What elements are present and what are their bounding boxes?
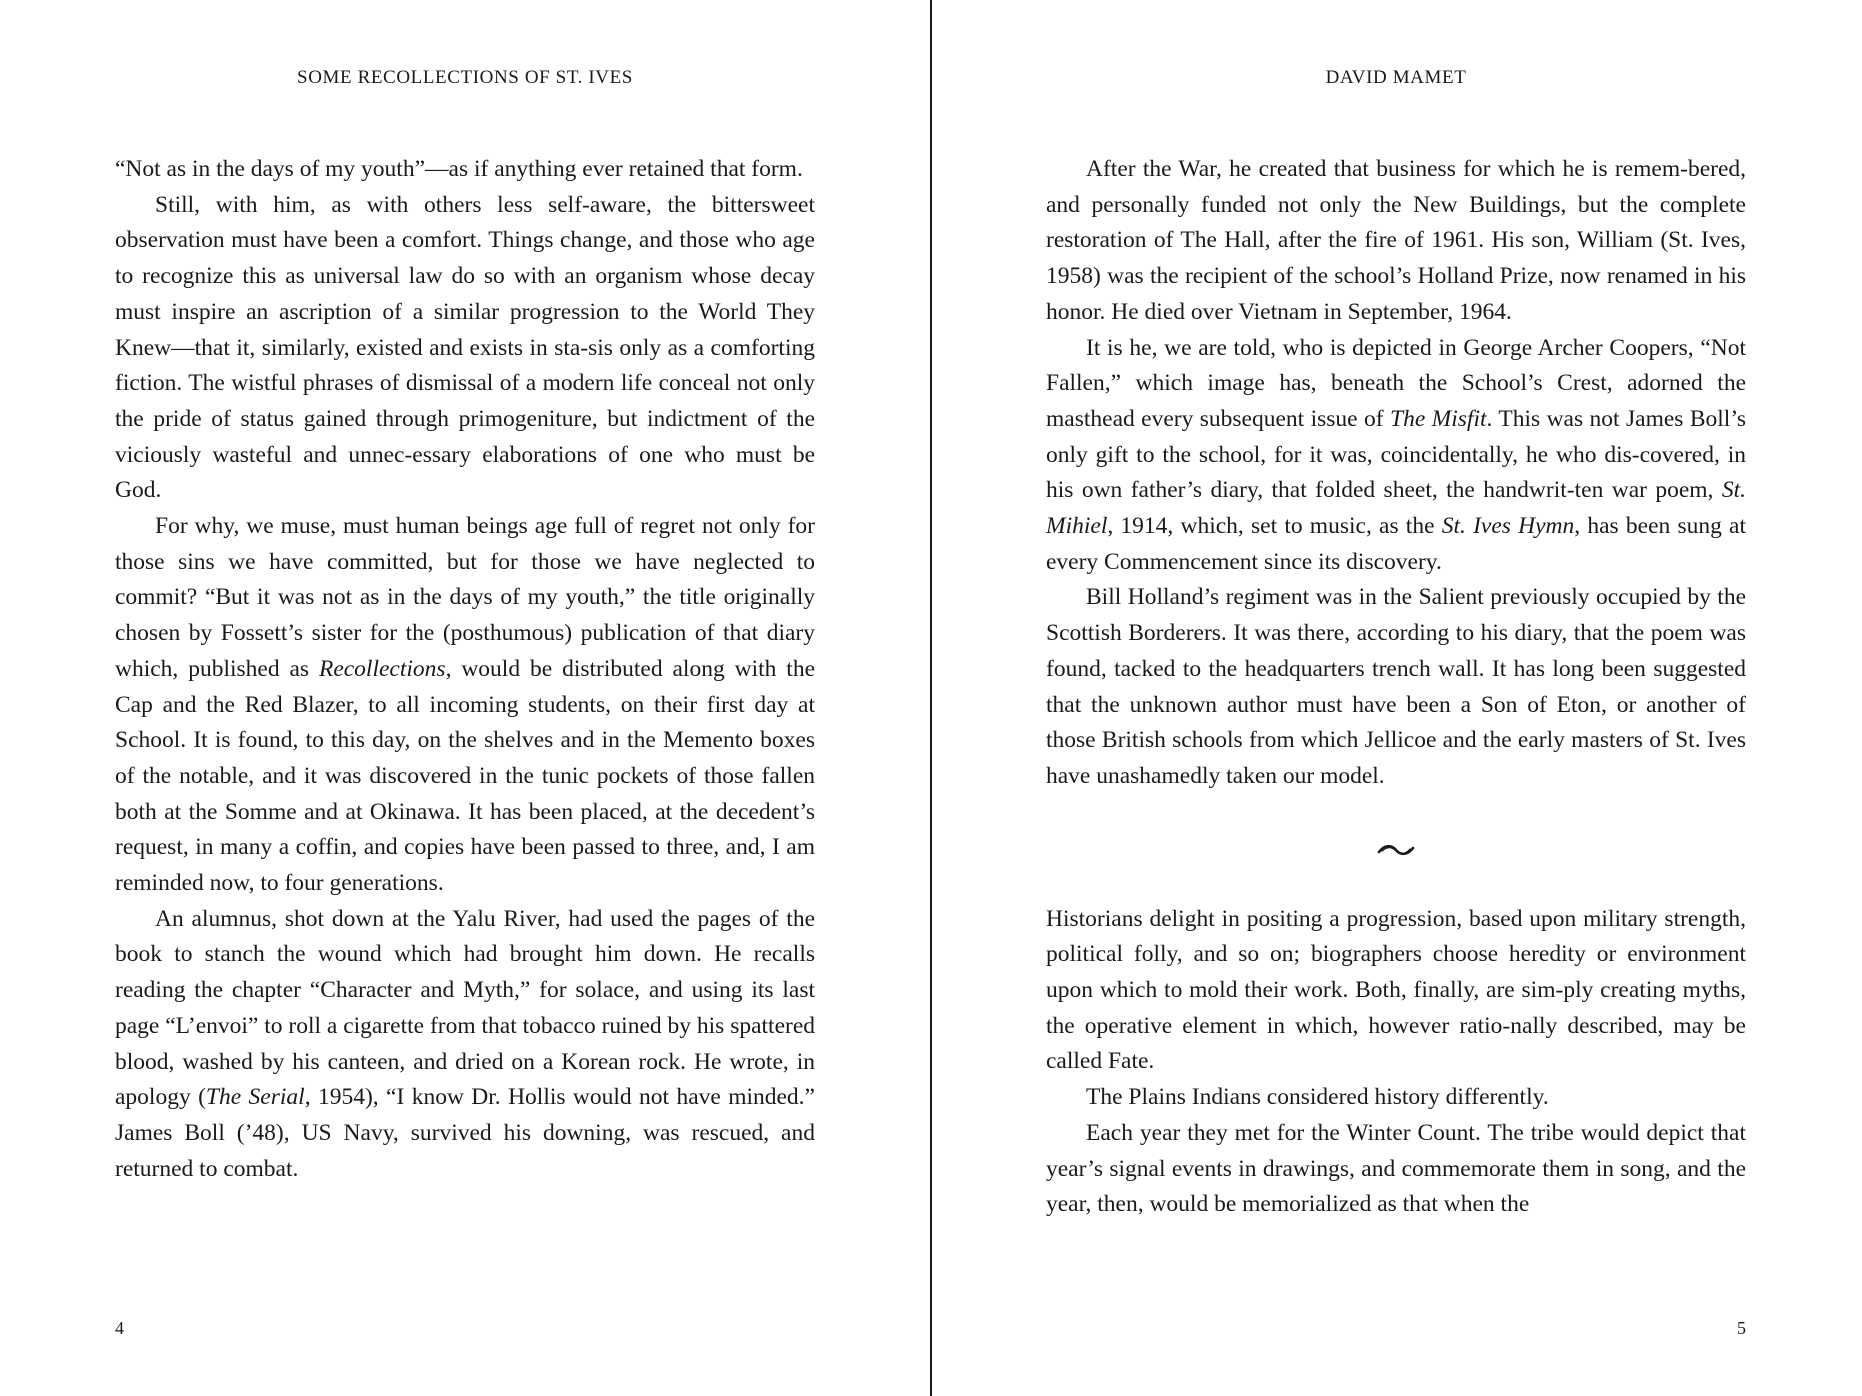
text-line: the early masters of St. Ives have unashamedly taken our model. <box>1046 727 1747 789</box>
italic-title: St. Mihiel <box>1046 477 1746 540</box>
text-line: ply creating myths, the operative element in which, however ratio- <box>1046 977 1746 1039</box>
text-line: It is he, we are told, who is depicted in George Archer Coopers, <box>1086 334 1694 361</box>
text-line: For why, we muse, must human beings age full of regret not only <box>155 513 781 540</box>
text-line: Prize, now renamed in his honor. He died over Vietnam in <box>1046 263 1747 325</box>
text-line: essary elaborations of one who must be God. <box>115 441 815 504</box>
text-line: whose decay must inspire an ascription of a similar progression to <box>115 263 815 325</box>
paragraph <box>115 902 815 1188</box>
text-line: form. <box>751 156 803 182</box>
text-line: generations. <box>329 870 444 897</box>
section-break-ornament <box>1046 795 1746 902</box>
text-line: , 1914, which, set to music, as the <box>1107 513 1442 540</box>
right-page-body <box>1046 152 1746 1223</box>
text-line: the poem was found, tacked to the headquarters trench wall. It has <box>1046 620 1746 682</box>
paragraph <box>115 152 815 188</box>
text-line: originally chosen by Fossett’s sister for the (posthumous) publication <box>115 584 815 647</box>
text-line: Still, with him, as with others less self-aware, the bittersweet <box>155 191 815 218</box>
text-line: After the War, he created that business for which he is remem- <box>1086 156 1688 182</box>
swash-ornament-icon <box>1376 842 1416 858</box>
text-line: , has been sung at every Commencement since its discovery. <box>1046 513 1747 575</box>
text-line: , 1954), “I know Dr. <box>304 1084 501 1111</box>
text-line: his downing, was rescued, and returned to combat. <box>115 1119 815 1182</box>
text-line: environment upon which to mold their work. Both, finally, are sim- <box>1046 941 1746 1004</box>
left-page-body <box>115 152 815 1187</box>
italic-title: The Misfit <box>1390 405 1487 432</box>
text-line: copies have been passed to three, and, I am reminded now, to four <box>115 834 815 897</box>
text-line: Hollis would not have minded.” James Boll (’48), US Navy, survived <box>115 1084 815 1146</box>
text-line: their first day at School. It is found, to this day, on the shelves and <box>115 691 816 754</box>
text-line: strength, political folly, and so on; biographers choose heredity or <box>1046 905 1747 968</box>
text-line: and using its last page “L’envoi” to roll a cigarette from that tobacco <box>115 977 815 1039</box>
text-line: “Not as in the days of my youth”—as if anything ever retained that <box>115 156 746 182</box>
italic-title: Hymn <box>1518 513 1575 540</box>
gutter-divider <box>930 0 932 1396</box>
paragraph <box>1046 152 1746 331</box>
text-line: for those sins we have committed, but for those we have neglected <box>115 513 816 575</box>
text-line: observation must have been a comfort. Things change, and those <box>115 227 729 254</box>
text-line: in the Memento boxes of the notable, and it was discovered in the <box>115 727 816 789</box>
text-line: of the book to stanch the wound which had brought him down. <box>115 905 816 968</box>
page-number-right: 5 <box>1737 1318 1746 1338</box>
running-head-left: SOME RECOLLECTIONS OF ST. IVES <box>297 67 633 88</box>
text-line: depict that year’s signal events in drawings, and commemorate them <box>1046 1119 1746 1182</box>
text-line: who age to recognize this as universal law do so with an organism <box>115 227 815 290</box>
paragraph <box>1046 902 1746 1081</box>
text-line: to commit? “But it was not as in the days of my youth,” the title <box>115 548 815 611</box>
text-line: sis only as a comforting fiction. The wistful phrases of dismissal of <box>115 334 815 397</box>
paragraph <box>1046 1116 1746 1223</box>
paragraph <box>1046 1080 1746 1116</box>
text-line: the World They Knew—that it, similarly, existed and exists in sta- <box>115 298 815 361</box>
text-line: long been suggested that the unknown author must have been a Son <box>1046 655 1747 718</box>
page-number-left: 4 <box>115 1318 124 1338</box>
paragraph <box>115 188 815 509</box>
text-line: of that diary which, published as <box>115 620 815 682</box>
paragraph <box>1046 580 1746 794</box>
text-line: the masthead every subsequent issue of <box>1046 370 1747 432</box>
italic-title: St. Ives <box>1441 513 1511 540</box>
text-line: covered, in his own father’s diary, that folded sheet, the handwrit- <box>1046 441 1746 504</box>
right-page <box>934 0 1862 1396</box>
text-line: Bill Holland’s regiment was in the Salient previously occupied <box>1086 584 1681 611</box>
text-line: An alumnus, shot down at the Yalu River, had used the pages <box>155 905 752 932</box>
text-line: tunic pockets of those fallen both at the Somme and at Okinawa. <box>115 762 815 825</box>
text-line: along with the Cap and the Red Blazer, to all incoming students, on <box>115 655 816 718</box>
text-line: , would be distributed <box>445 655 663 682</box>
text-line: nally described, may be called Fate. <box>1046 1012 1746 1075</box>
text-line: in song, and the year, then, would be memorialized as that when the <box>1046 1155 1746 1218</box>
text-line: by the Scottish Borderers. It was there, according to his diary, that <box>1046 584 1746 647</box>
text-line: bered, and personally funded not only the New Buildings, but the <box>1046 156 1746 218</box>
text-line: complete restoration of The Hall, after the fire of 1961. His son, <box>1046 191 1746 254</box>
text-line: He recalls reading the chapter “Character and Myth,” for solace, <box>115 941 815 1004</box>
text-line: Each year they met for the Winter Count. The tribe would <box>1086 1119 1640 1146</box>
text-line: William (St. Ives, 1958) was the recipient of the school’s Holland <box>1046 227 1746 290</box>
paragraph <box>1046 331 1746 581</box>
italic-title: Recollections <box>318 655 446 682</box>
text-line: of Eton, or another of those British schools from which Jellicoe and <box>1046 691 1746 754</box>
text-line: a Korean rock. He wrote, in apology ( <box>115 1048 816 1111</box>
text-line: . This was not James <box>1486 405 1684 432</box>
text-line: ten war poem, <box>1574 477 1722 504</box>
left-page <box>0 0 930 1396</box>
text-line: September, 1964. <box>1347 298 1512 325</box>
paragraph <box>115 509 815 902</box>
text-line: primogeniture, but indictment of the viciously wasteful and unnec- <box>115 405 816 468</box>
text-line: It has been placed, at the decedent’s request, in many a coffin, and <box>115 798 815 861</box>
text-line: Boll’s only gift to the school, for it was, coincidentally, he who dis- <box>1046 405 1747 468</box>
text-line: a modern life conceal not only the pride of status gained through <box>115 370 816 432</box>
italic-title: The Serial <box>205 1084 305 1111</box>
text-line: The Plains Indians considered history differently. <box>1086 1084 1549 1111</box>
running-head-right: DAVID MAMET <box>1325 67 1467 88</box>
text-line: Historians delight in positing a progression, based upon military <box>1046 905 1658 932</box>
text-line: ruined by his spattered blood, washed by his canteen, and dried on <box>115 1012 816 1075</box>
text-line: “Not Fallen,” which image has, beneath the School’s Crest, adorned <box>1046 334 1747 397</box>
